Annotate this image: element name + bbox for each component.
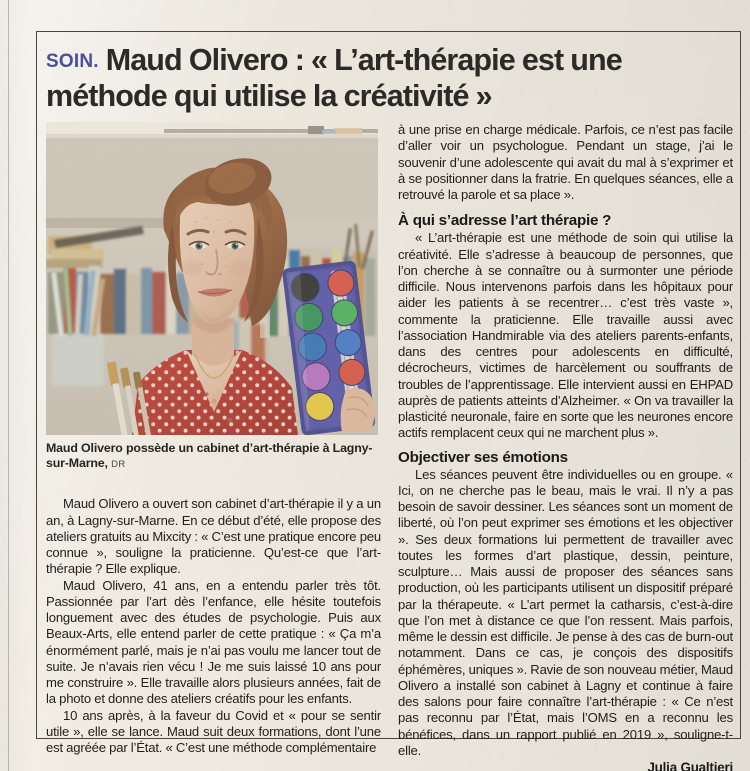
column-left: [46, 122, 381, 756]
photo-caption: [46, 441, 380, 472]
paragraph-text: Les séances peuvent être individuelles ou en groupe. « Ici, on ne cherche pas le beau, mais le vrai. Il n’y a pas besoin de savoir dessiner. Les séances sont un moment de liberté, où l’on peut exprimer ses émotions et les objectiver ». Ses deux formations lui permettent de travailler avec toutes les formes d’art plastique, dessin, peinture, sculpture… Mais aussi de proposer des séances sans production, où les participants utilisent un dispositif préparé par la thérapeute. « L’art permet la catharsis, c’est-à-dire que l’on met à distance ce que l’on ressent. Mais parfois, même le dessin est difficile. Je pense à des cas de burn-out notamment. Dans ce cas, je conçois des dispositifs éphémères, uniques ». Ravie de son nouveau métier, Maud Olivero a installé son cabinet à Lagny et continue à faire des salons pour faire connaître l’art-thérapie : « Ce n’est pas reconnu par l’État, mais l’OMS en a reconnu les bénéfices, dans un rapport publié en 2019 », souligne-t-elle.: [398, 466, 733, 758]
page-edge-rule: [8, 0, 9, 771]
headline-block: [46, 39, 733, 114]
article-byline: Julia Gualtieri: [647, 760, 733, 771]
paragraph: [46, 496, 381, 577]
paragraph: [398, 467, 733, 760]
paragraph: [46, 578, 381, 708]
column-right: [398, 122, 733, 771]
paragraph: [398, 230, 733, 441]
section-subhead: À qui s’adresse l’art thérapie ?: [398, 212, 612, 230]
paragraph-text: 10 ans après, à la faveur du Covid et « pour se sentir utile », elle se lance. Maud suit deux formations, dont l’une est agréée par l’État. « C’est une méthode complémentaire: [46, 707, 381, 756]
article-content: [46, 39, 733, 771]
paragraph: [46, 708, 381, 757]
article-columns: [46, 122, 733, 771]
page-fold-shadow: [0, 0, 30, 771]
section-kicker: SOIN.: [46, 51, 99, 72]
photo-credit: DR: [111, 459, 126, 470]
page-title: [46, 43, 733, 114]
article-photo: [46, 122, 378, 435]
paragraph: [398, 122, 733, 203]
photo-caption-text: Maud Olivero possède un cabinet d’art-thérapie à Lagny-sur-Marne,: [46, 441, 373, 470]
paragraph-text: Maud Olivero a ouvert son cabinet d’art-thérapie il y a un an, à Lagny-sur-Marne. En ce début d’été, elle propose des ateliers gratuits au Mixcity : « C’est une pratique encore peu connue », souligne la praticienne. Qu’est-ce que l’art-thérapie ? Elle explique.: [46, 496, 381, 577]
section-subhead: Objectiver ses émotions: [398, 448, 568, 466]
headline-text: Maud Olivero : « L’art-thérapie est une méthode qui utilise la créativité »: [46, 43, 622, 113]
article-frame: [36, 31, 741, 771]
paragraph-text: à une prise en charge médicale. Parfois, ce n’est pas facile d’aller voir un psychologue. Pendant un stage, j’ai le souvenir d’une adolescente qui avait du mal à s’exprimer et à se positionner dans la fratrie. En quelques séances, elle a retrouvé la parole et sa place ».: [398, 122, 733, 202]
paragraph-text: « L’art-thérapie est une méthode de soin qui utilise la créativité. Elle s’adresse à beaucoup de personnes, que l’on cherche à se connaître ou à surmonter une période difficile. Nous intervenons parfois dans les hôpitaux pour aider les patients à se recentrer… c’est très vaste », commente la praticienne. Elle travaille aussi avec l’association Handmirable via des ateliers parents-enfants, dans des centres pour adolescents en difficulté, décrocheurs, victimes de harcèlement ou souffrants de troubles de l’apprentissage. Elle intervient aussi en EHPAD auprès de patients atteints d’Alzheimer. « On va travailler la plasticité neuronale, faire en sorte que les neurones encore actifs remplacent ceux qui ne marchent plus ».: [398, 230, 733, 441]
photo-illustration: [46, 122, 378, 435]
paragraph-text: Maud Olivero, 41 ans, en a entendu parler très tôt. Passionnée par l’art dès l’enfance, elle hésite toutefois longuement avec des études de psychologie. Puis aux Beaux-Arts, elle entend parler de cette pratique : « Ça m’a énormément parlé, mais je n’ai pas voulu me lancer tout de suite. Je n’avais rien vécu ! Je me suis laissé 10 ans pour me construire ». Elle travaille alors plusieurs années, fait de la photo et donne des ateliers créatifs pour les enfants.: [46, 577, 381, 707]
